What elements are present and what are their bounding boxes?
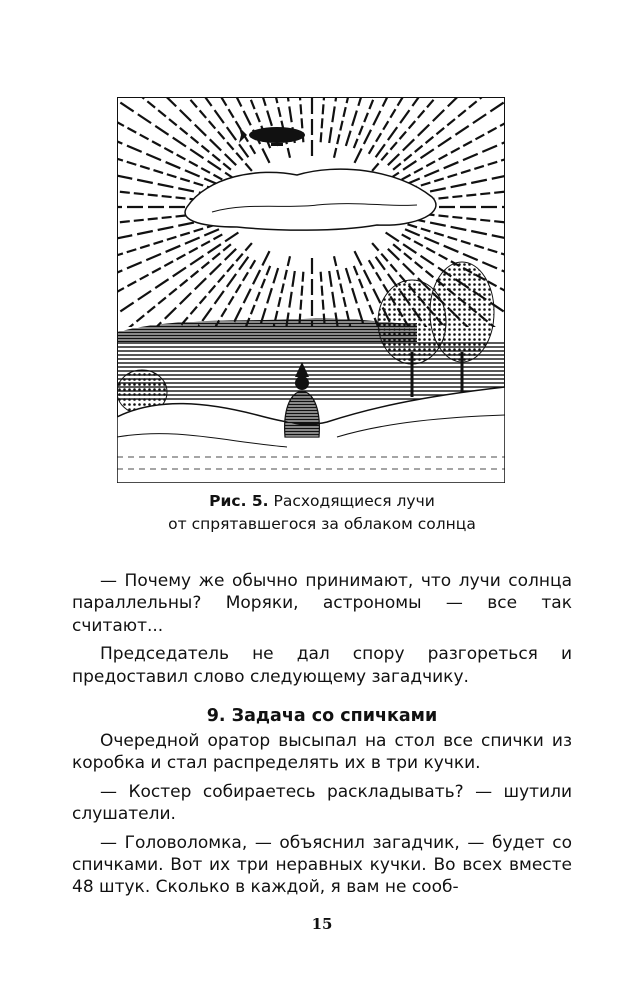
body-text-top bbox=[72, 570, 572, 694]
body-text-section bbox=[72, 730, 572, 905]
caption-line-1: Расходящиеся лучи bbox=[273, 492, 435, 510]
section-heading: 9. Задача со спичками bbox=[206, 706, 438, 726]
illustration-sun-rays bbox=[117, 97, 505, 483]
page-number: 15 bbox=[311, 915, 333, 933]
paragraph: Председатель не дал спору разгореться и предоставил слово следующему загадчику. bbox=[72, 644, 572, 687]
paragraph: — Почему же обычно принимают, что лучи солнца параллельны? Моряки, астрономы — все так считают... bbox=[72, 571, 572, 636]
paragraph: — Костер собираетесь раскладывать? — шутили слушатели. bbox=[72, 781, 572, 825]
figure-label: Рис. 5. bbox=[209, 492, 269, 510]
paragraph: Очередной оратор высыпал на стол все спички из коробка и стал распределять их в три кучки. bbox=[72, 731, 572, 774]
paragraph: — Головоломка, — объяснил загадчик, — будет со спичками. Вот их три неравных кучки. Во всех вместе 48 штук. Сколько в каждой, я вам не сооб- bbox=[72, 832, 572, 898]
caption-line-2: от спрятавшегося за облаком солнца bbox=[168, 515, 476, 533]
engraving-image bbox=[117, 97, 505, 483]
figure-caption bbox=[80, 490, 564, 536]
